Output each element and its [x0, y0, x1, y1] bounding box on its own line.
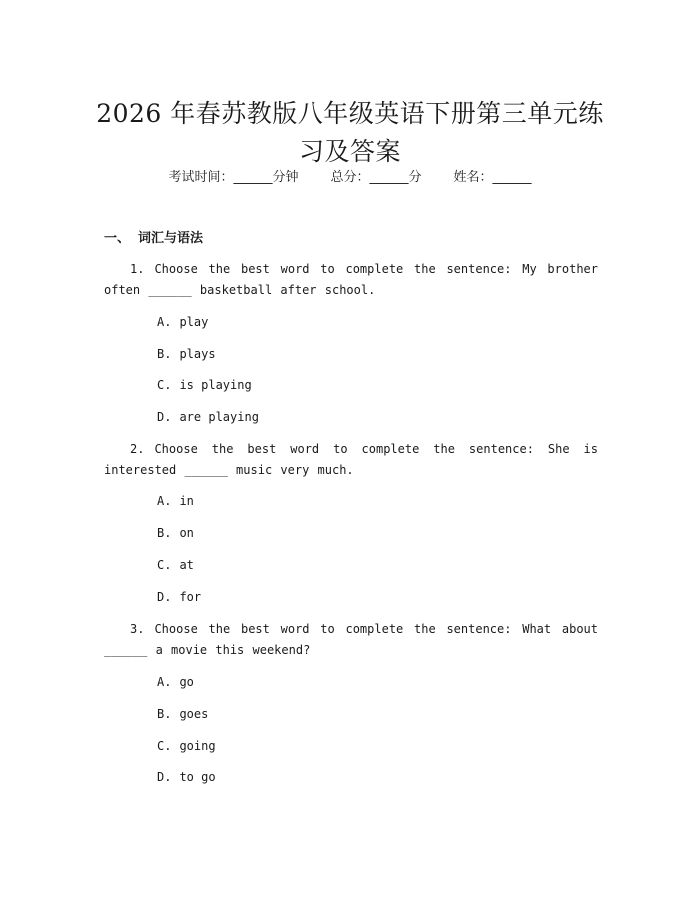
- option-letter: C.: [157, 378, 172, 392]
- option-text: go: [179, 675, 194, 689]
- question-1-option-a: [157, 312, 208, 332]
- document-title: 2026 年春苏教版八年级英语下册第三单元练习及答案: [96, 98, 604, 166]
- question-2-option-b: [157, 523, 194, 543]
- question-2: [104, 439, 598, 481]
- option-letter: C.: [157, 739, 172, 753]
- question-1-option-b: [157, 344, 216, 364]
- option-text: play: [179, 315, 209, 329]
- question-2-option-a: [157, 491, 194, 511]
- option-letter: B.: [157, 526, 172, 540]
- option-text: plays: [179, 347, 216, 361]
- option-text: going: [179, 739, 216, 753]
- exam-time-field: 考试时间：______分钟: [168, 170, 299, 185]
- question-1-option-c: [157, 375, 252, 395]
- total-score-field: 总分：______分: [330, 170, 422, 185]
- option-letter: A.: [157, 315, 172, 329]
- option-text: are playing: [179, 410, 259, 424]
- student-name-field: 姓名：______: [453, 170, 532, 185]
- option-letter: A.: [157, 675, 172, 689]
- option-letter: A.: [157, 494, 172, 508]
- option-text: goes: [179, 707, 209, 721]
- option-text: to go: [179, 770, 216, 784]
- question-1: [104, 259, 598, 301]
- option-letter: D.: [157, 590, 172, 604]
- question-number: 2.: [130, 442, 145, 456]
- question-3-option-c: [157, 736, 216, 756]
- option-letter: B.: [157, 347, 172, 361]
- option-text: for: [179, 590, 202, 604]
- question-3: [104, 619, 598, 661]
- question-2-option-d: [157, 587, 201, 607]
- section-title: 词汇与语法: [138, 231, 204, 246]
- question-3-option-a: [157, 672, 194, 692]
- option-text: at: [179, 558, 194, 572]
- question-3-option-d: [157, 767, 216, 787]
- question-text: Choose the best word to complete the sentence: She is interested ______ music very much.: [104, 442, 598, 477]
- option-text: is playing: [179, 378, 252, 392]
- question-text: Choose the best word to complete the sentence: What about ______ a movie this weekend?: [104, 622, 598, 657]
- option-letter: D.: [157, 770, 172, 784]
- question-text: Choose the best word to complete the sentence: My brother often ______ basketball after school.: [104, 262, 598, 297]
- section-number: 一、: [104, 231, 131, 246]
- question-1-option-d: [157, 407, 259, 427]
- section-heading: [104, 229, 203, 249]
- question-number: 3.: [130, 622, 145, 636]
- option-letter: B.: [157, 707, 172, 721]
- option-text: in: [179, 494, 194, 508]
- question-2-option-c: [157, 555, 194, 575]
- question-number: 1.: [130, 262, 145, 276]
- option-letter: D.: [157, 410, 172, 424]
- question-3-option-b: [157, 704, 208, 724]
- option-text: on: [179, 526, 194, 540]
- option-letter: C.: [157, 558, 172, 572]
- exam-info: [0, 168, 700, 188]
